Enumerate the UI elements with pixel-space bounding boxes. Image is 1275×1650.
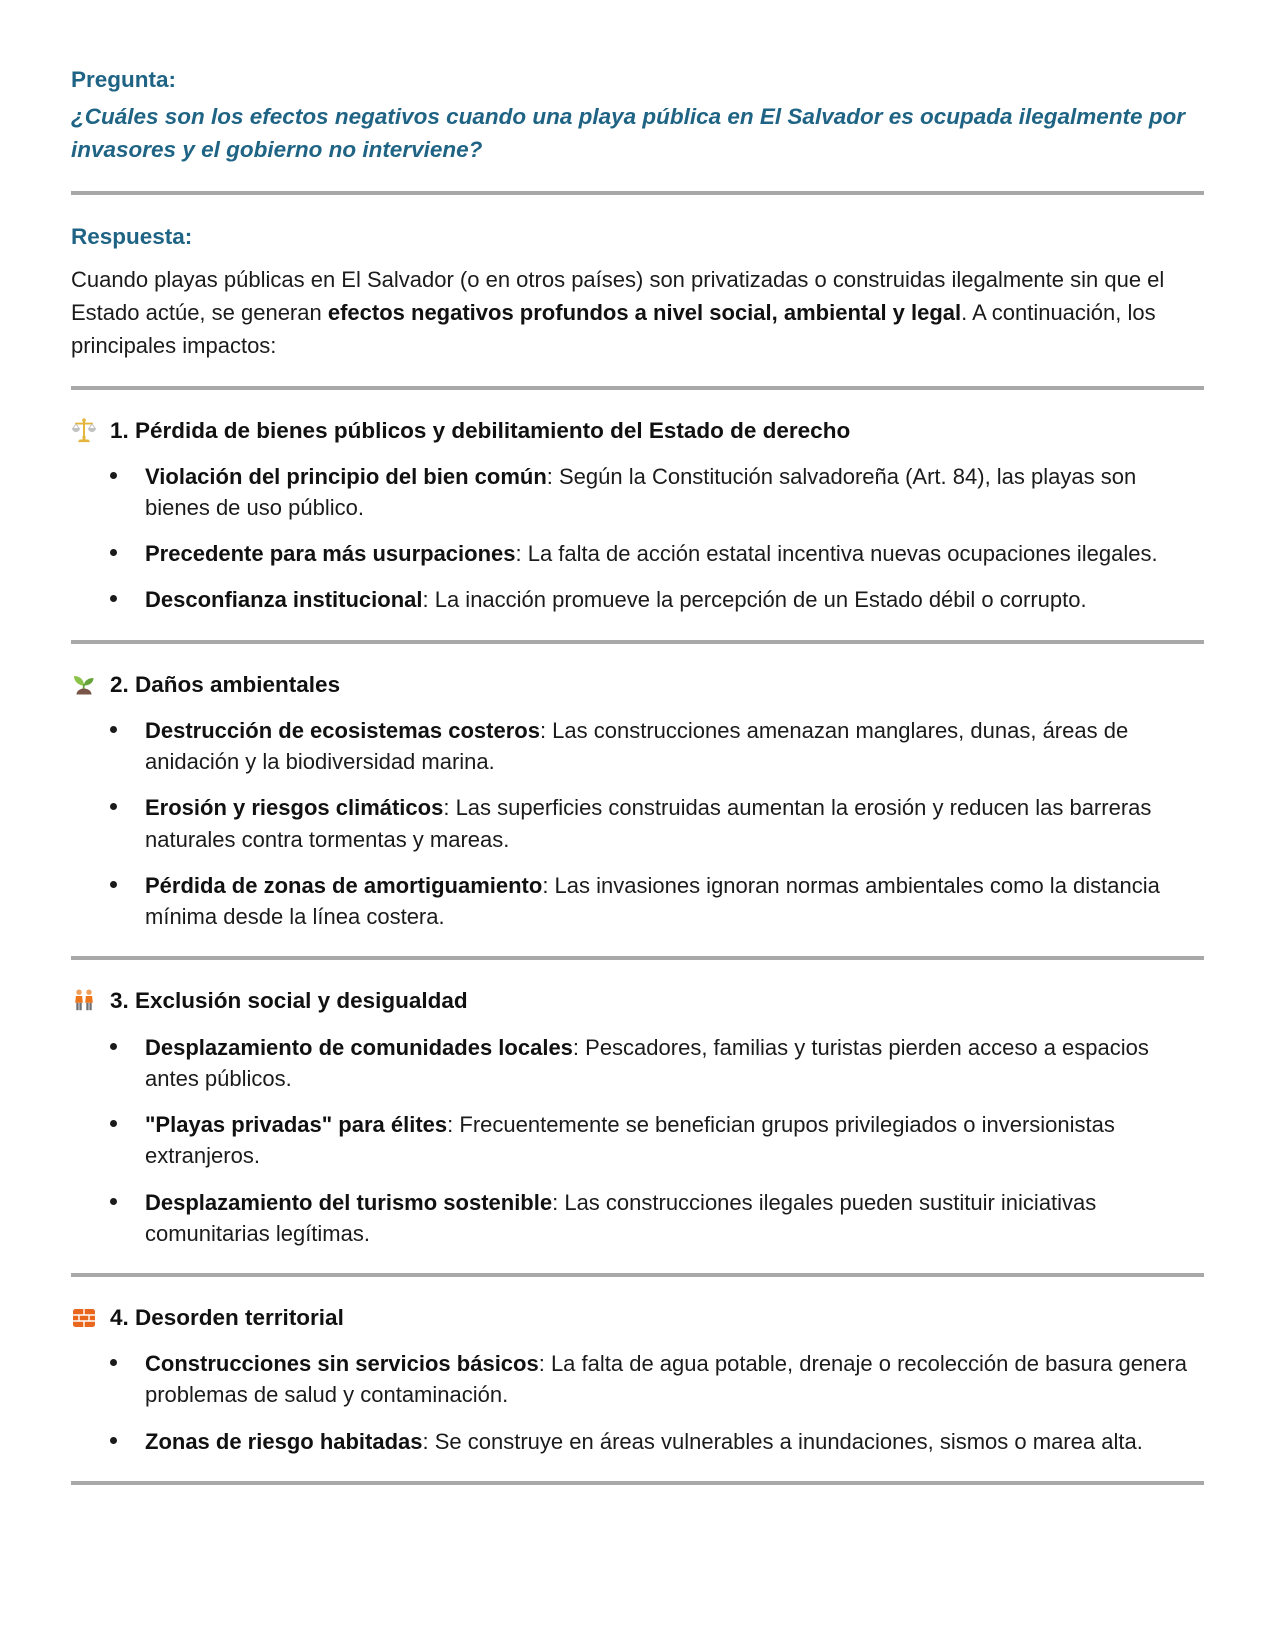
bullet-item: Violación del principio del bien común: Según la Constitución salvadoreña (Art. 84), las playas son bienes de uso público. xyxy=(71,461,1204,523)
divider xyxy=(71,386,1204,390)
bullet-item: Desconfianza institucional: La inacción promueve la percepción de un Estado débil o corrupto. xyxy=(71,584,1204,615)
bullet-item: Erosión y riesgos climáticos: Las superficies construidas aumentan la erosión y reducen las barreras naturales contra tormentas y mareas. xyxy=(71,792,1204,854)
section-title: 1. Pérdida de bienes públicos y debilitamiento del Estado de derecho xyxy=(110,417,851,443)
seedling-icon xyxy=(71,671,97,697)
section-social-exclusion xyxy=(71,986,1204,1249)
section-heading xyxy=(71,670,1204,699)
section-title: 2. Daños ambientales xyxy=(110,671,341,697)
section-title: 3. Exclusión social y desigualdad xyxy=(110,988,468,1014)
bullet-item: Pérdida de zonas de amortiguamiento: Las invasiones ignoran normas ambientales como la distancia mínima desde la línea costera. xyxy=(71,870,1204,932)
intro-text-post: . A continuación, los principales impactos: xyxy=(71,299,1156,358)
bullet-item: Construcciones sin servicios básicos: La falta de agua potable, drenaje o recolección de basura genera problemas de salud y contaminación. xyxy=(71,1348,1204,1410)
bullet-list xyxy=(71,1348,1204,1457)
bullet-item: "Playas privadas" para élites: Frecuentemente se benefician grupos privilegiados o inversionistas extranjeros. xyxy=(71,1109,1204,1171)
divider xyxy=(71,640,1204,644)
section-heading xyxy=(71,1303,1204,1332)
balance-scale-icon xyxy=(71,417,97,443)
section-environment xyxy=(71,670,1204,933)
divider xyxy=(71,191,1204,195)
bullet-list xyxy=(71,1032,1204,1249)
answer-intro xyxy=(71,263,1204,362)
brick-icon xyxy=(71,1305,97,1331)
question-text: ¿Cuáles son los efectos negativos cuando una playa pública en El Salvador es ocupada ilegalmente por invasores y el gobierno no interviene? xyxy=(71,103,1186,163)
section-heading xyxy=(71,416,1204,445)
answer-label: Respuesta: xyxy=(71,224,193,249)
section-territorial-disorder xyxy=(71,1303,1204,1457)
divider xyxy=(71,1481,1204,1485)
bullet-list xyxy=(71,715,1204,932)
bullet-item: Destrucción de ecosistemas costeros: Las construcciones amenazan manglares, dunas, áreas de anidación y la biodiversidad marina. xyxy=(71,715,1204,777)
two-people-icon xyxy=(71,988,97,1014)
bullet-list xyxy=(71,461,1204,616)
bullet-item: Precedente para más usurpaciones: La falta de acción estatal incentiva nuevas ocupaciones ilegales. xyxy=(71,538,1204,569)
section-title: 4. Desorden territorial xyxy=(110,1305,344,1330)
section-public-assets xyxy=(71,416,1204,616)
divider xyxy=(71,956,1204,960)
bullet-item: Desplazamiento del turismo sostenible: Las construcciones ilegales pueden sustituir iniciativas comunitarias legítimas. xyxy=(71,1187,1204,1249)
intro-text-pre: Cuando playas públicas en El Salvador (o en otros países) son privatizadas o construidas ilegalmente sin que el Estado actúe, se generan xyxy=(71,266,1165,325)
divider xyxy=(71,1273,1204,1277)
bullet-item: Zonas de riesgo habitadas: Se construye en áreas vulnerables a inundaciones, sismos o marea alta. xyxy=(71,1426,1204,1457)
intro-text-bold: efectos negativos profundos a nivel social, ambiental y legal xyxy=(327,299,962,325)
section-heading xyxy=(71,986,1204,1015)
bullet-item: Desplazamiento de comunidades locales: Pescadores, familias y turistas pierden acceso a espacios antes públicos. xyxy=(71,1032,1204,1094)
question-label: Pregunta: xyxy=(71,67,177,92)
